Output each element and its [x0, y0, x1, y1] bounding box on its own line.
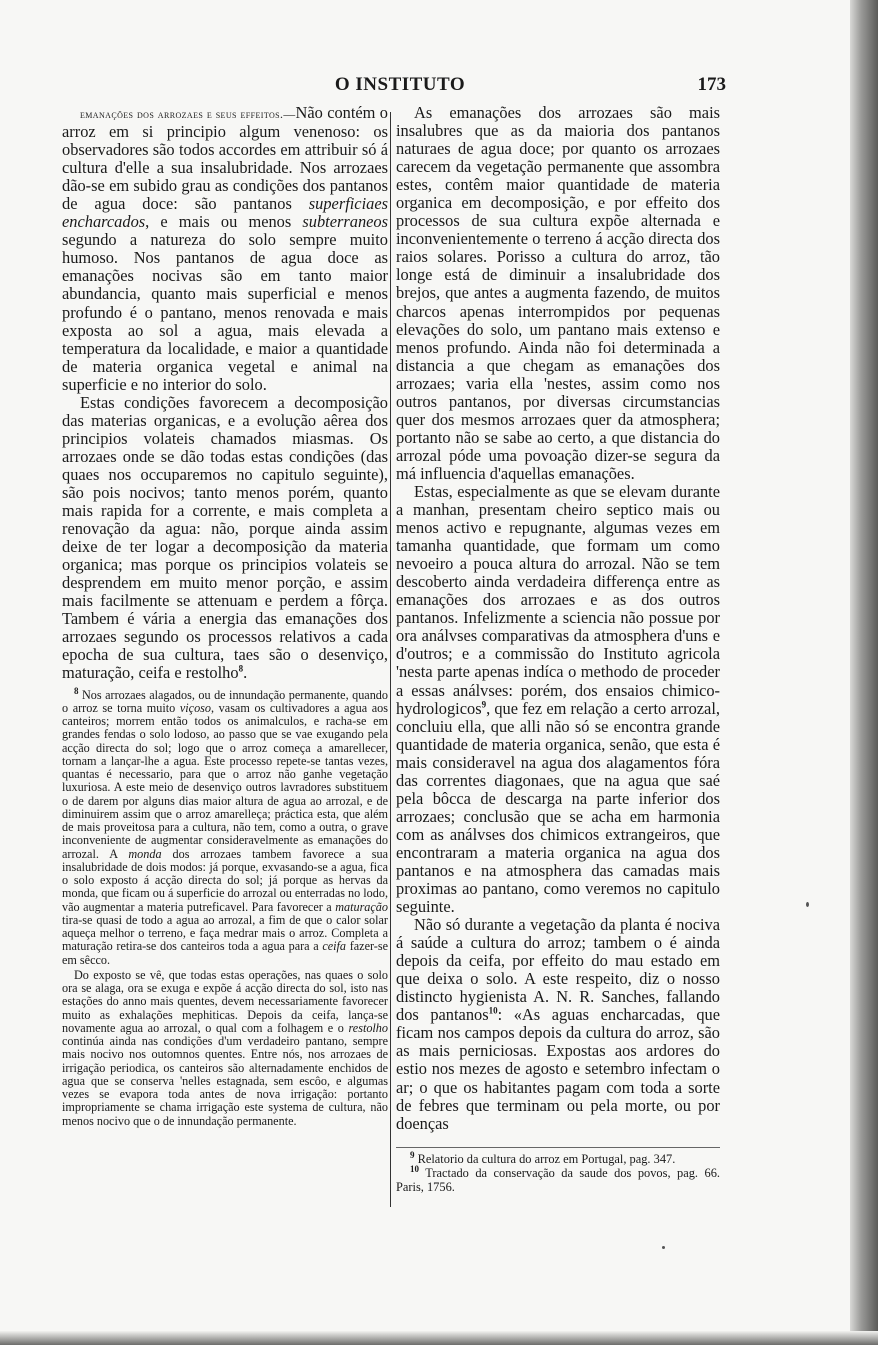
left-paragraph-2 [62, 394, 388, 683]
right-p3-text-b: : «As aguas encharcadas, que ficam nos campos depois da cultura do arroz, são as mais perniciosas. Expostas aos ardores do estio nos mezes de agosto e setembro infectam o ar; o que os habitantes pagam com toda a sorte de febres que terminam ou pela morte, ou por doenças [396, 1005, 720, 1133]
scan-speck [662, 1246, 665, 1249]
footnote-10-text: Tractado da conservação da saude dos povos, pag. 66. Paris, 1756. [396, 1165, 720, 1194]
right-p3-text-a: Não só durante a vegetação da planta é nociva á saúde a cultura do arroz; tambem o é ainda depois da ceifa, por effeito do mau estado em que deixa o solo. A este respeito, diz o nosso distincto hygienista A. N. R. Sanches, fallando dos pantanos [396, 915, 720, 1025]
note-text-c: dos arrozaes tambem favorece a sua insalubridade de dois modos: já porque, exvasando-se a agua, fica o solo exposto á acção directa do sol; já porque as hervas da monda, que ficam ou á superficie do arrozal ou enterradas no lodo, vão augmentar a materia putreficavel. Para favorecer a [62, 846, 388, 914]
note-text-e: fazer-se em sêcco. [62, 939, 389, 967]
right-paragraph-1: As emanações dos arrozaes são mais insalubres que as da maioria dos pantanos naturaes de agua doce; por quanto os arrozaes carecem da vegetação permanente que assombra estes, contêm maior quantidade de materia organica em decomposição, e por effeito dos processos de sua cultura expõe alternada e inconvenientemente o terreno á acção directa dos raios solares. Porisso a cultura do arroz, tão longe está de diminuir a insalubridade dos brejos, que antes a augmenta fazendo, de muitos charcos apenas interrompidos por pequenas elevações do solo, um pantano mais extenso e menos profundo. Ainda não foi determinada a distancia a que chegam as emanações dos arrozaes; varia ella 'nestes, assim como nos outros pantanos, por diversas circumstancias quer dos mesmos arrozaes quer da atmosphera; portanto não se sabe ao certo, a que distancia do arrozal póde uma povoação dizer-se segura da má influencia d'aquellas emanações. [396, 103, 720, 483]
page-number: 173 [697, 74, 726, 95]
left-p1-text-c: segundo a natureza do solo sempre muito humoso. Nos pantanos de agua doce as emanações nocivas são em tanto maior abundancia, quanto mais superficial e menos profundo é o pantano, menos renovada e mais exposta ao sol a agua, mais elevada a temperatura da localidade, e maior a quantidade de materia organica vegetal e animal na superficie e no interior do solo. [62, 230, 388, 394]
note-text-b: , vasam os cultivadores a agua aos canteiros; morrem então todos os animalculos, e racha-se em grandes fendas o solo lodoso, ao passo que se vae exugando pela acção directa do sol; logo que o arroz começa a amarellecer, tornam a lançar-lhe a agua. Este processo repete-se tantas vezes, quantas é necessario, para que o arroz não ganhe vegetação luxuriosa. A este meio de desenviço outros lavradores substituem o de darem por alguns dias maior altura de agua ao arrozal, e de diminuirem assim que o arroz amarelleça; práctica esta, que além de mais proveitosa para a cultura, não tem, como a outra, o grave inconveniente de augmentar consideravelmente as emanações do arrozal. A [62, 700, 388, 861]
footnote-9-text: Relatorio da cultura do arroz em Portugal, pag. 347. [414, 1151, 676, 1166]
note-emphasis-2: monda [128, 846, 162, 861]
running-title: O INSTITUTO [334, 74, 466, 95]
left-p2-text: Estas condições favorecem a decomposição das materias organicas, e a evolução aêrea dos principios volateis chamados miasmas. Os arrozaes onde se dão todas estas condições (das quaes nos occuparemos no capitulo seguinte), são pois nocivos; tanto menos porém, quanto mais rapida for a corrente, e mais completa a renovação da agua: não, porque ainda assim deixe de ter logar a decomposição da materia organica; mas porque os principios volateis se desprendem em muito menor porção, e assim mais facilmente se attenuam e perdem a fôrça. Tambem é vária a energia das emanações dos arrozaes segundo os processos relativos a cada epocha de sua cultura, taes são o desenviço, maturação, ceifa e restolho [62, 392, 388, 683]
right-p2-text-b: , que fez em relação a certo arrozal, concluiu ella, que alli não só se encontra grande quantidade de materia organica, senão, que esta é mais consideravel na agua dos alagamentos fóra das correntes diagonaes, que na agua que saé pela bôcca de descarga na parte inferior dos arrozaes; conclusão que se acha em harmonia com as análvses dos chimicos extrangeiros, que encontraram a materia organica na agua dos pantanos e na atmosphera das camadas mais proximas ao pantano, como veremos no capitulo seguinte. [396, 698, 720, 917]
right-p2-text-a: Estas, especialmente as que se elevam durante a manhan, presentam cheiro septico mais ou menos activo e repugnante, algumas vezes em tamanha quantidade, que formam um como nevoeiro a pouca altura do arrozal. Não se tem descoberto ainda verdadeira differença entre as emanações dos arrozaes e as dos outros pantanos. Infelizmente a sciencia não possue por ora análvses comparativas da atmosphera d'uns e d'outros; e a commissão do Instituto agricola 'nesta parte apenas indíca o methodo de proceder a essas análvses: porém, dos ensaios chimico-hydrologicos [396, 481, 720, 718]
left-p1-text-b: , e mais ou menos [145, 212, 303, 232]
note-text-d: tira-se quasi de todo a agua ao arrozal, a fim de que o calor solar aqueça melhor o terreno, e faça medrar mais o arroz. Completa a maturação retira-se dos canteiros toda a agua para a [62, 912, 388, 954]
left-p2-end: . [243, 663, 248, 683]
right-column [396, 104, 720, 1194]
note2-text-b: continúa ainda nas condições d'um verdadeiro pantano, sempre mais nocivo nos outomnos quentes. Entre nós, nos arrozaes de irrigação periodica, os canteiros são alternadamente enchidos de agua que se conserva 'nelles estagnada, sem escôo, e algumas vezes se evapora toda antes de nova irrigação: portanto impropriamente se chama irrigação este systema de cultura, não menos nocivo que o de innundação permanente. [62, 1034, 388, 1128]
left-p1-emphasis-2: subterraneos [302, 212, 388, 232]
section-heading: emanações dos arrozaes e seus effeitos.— [80, 107, 296, 121]
left-p1-emphasis-1: superficiaes encharcados [62, 194, 388, 232]
footnote-9-mark: 9 [410, 1149, 415, 1160]
left-p1-text-a: Não contém o arroz em si principio algum venenoso: os observadores são todos accordes em attribuir só á cultura d'elle a sua insalubridade. Nos arrozaes dão-se em subido grau as condições dos pantanos de agua doce: são pantanos [62, 103, 388, 214]
scan-speck [806, 902, 809, 907]
left-column [62, 104, 388, 1128]
note-text-a: Nos arrozaes alagados, ou de innundação permanente, quando o arroz se torna muito [62, 687, 388, 715]
footnote-9 [396, 1149, 720, 1166]
note-emphasis-4: ceifa [322, 939, 347, 954]
right-paragraph-3 [396, 916, 720, 1133]
note-emphasis-1: viçoso [179, 700, 212, 715]
column-divider [390, 112, 391, 1207]
note-emphasis-3: maturação [335, 899, 388, 914]
footnote-8-mark: 8 [74, 685, 79, 696]
note2-emphasis: restolho [348, 1020, 388, 1035]
footnote-10 [396, 1163, 720, 1194]
footnote-rule [396, 1147, 720, 1148]
footnote-ref-9: 9 [481, 699, 487, 710]
footnote-ref-10: 10 [488, 1005, 498, 1016]
note2-text-a: Do exposto se vê, que todas estas operações, nas quaes o solo ora se alaga, ora se exuga e expõe á acção directa do sol, isto nas estações do anno mais quentes, devem necessariamente favorecer muito as exhalações mephiticas. Depois da ceifa, lança-se novamente agua ao arrozal, o qual com a folhagem e o [62, 967, 388, 1035]
footnote-8 [62, 685, 389, 967]
page-binding-shadow [850, 0, 878, 1345]
page-bottom-shadow [0, 1331, 878, 1345]
footnote-8-continuation [62, 969, 388, 1128]
footnote-ref-8: 8 [238, 663, 244, 674]
right-paragraph-2 [396, 483, 720, 916]
footnote-10-mark: 10 [410, 1163, 419, 1174]
left-paragraph-1 [62, 104, 388, 394]
